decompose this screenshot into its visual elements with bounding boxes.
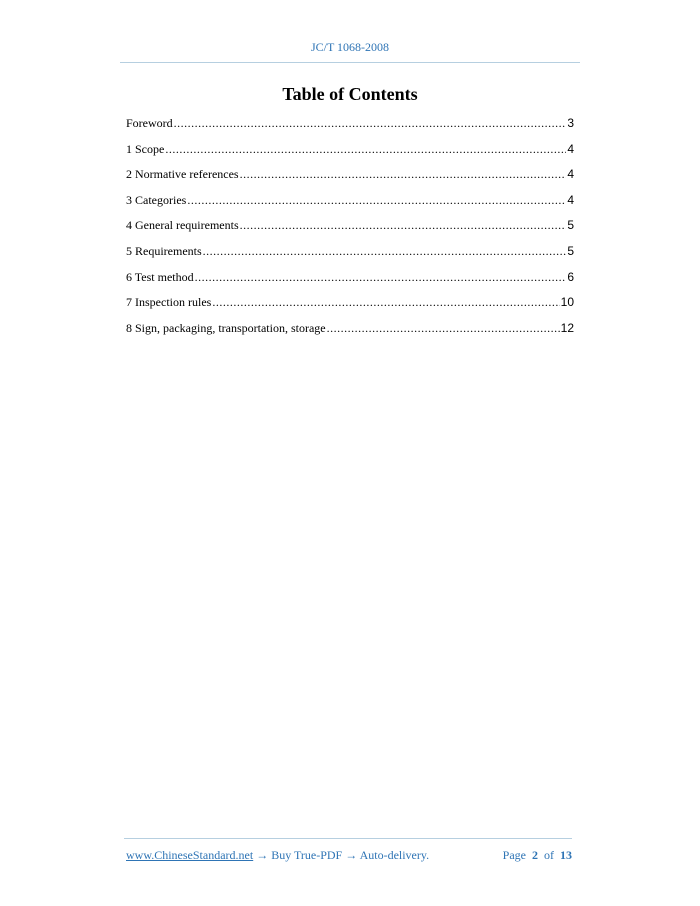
page-number bbox=[503, 848, 572, 863]
toc-title: Table of Contents bbox=[282, 84, 418, 104]
footer-tagline: → Buy True-PDF → Auto-delivery. bbox=[253, 848, 430, 862]
toc-entry-label: 8 Sign, packaging, transportation, storage bbox=[126, 320, 326, 335]
running-header: JC/T 1068-2008 bbox=[310, 40, 390, 54]
site-link[interactable]: www.ChineseStandard.net bbox=[126, 848, 254, 862]
toc-leader-dots bbox=[240, 167, 567, 182]
toc-entry-categories[interactable] bbox=[126, 193, 574, 219]
toc-entry-label: 4 General requirements bbox=[126, 218, 239, 233]
toc-leader-dots bbox=[195, 270, 567, 285]
toc-entry-general-requirements[interactable] bbox=[126, 218, 574, 244]
footer-divider bbox=[124, 838, 572, 839]
header-divider bbox=[120, 62, 580, 63]
page-of: of bbox=[544, 848, 554, 862]
page-total: 13 bbox=[560, 848, 572, 862]
toc-leader-dots bbox=[327, 321, 560, 336]
toc-entry-page: 4 bbox=[567, 192, 574, 207]
toc-entry-scope[interactable] bbox=[126, 142, 574, 168]
page-prefix: Page bbox=[502, 848, 526, 862]
toc-entry-label: 3 Categories bbox=[126, 192, 187, 207]
toc-list bbox=[126, 116, 574, 346]
toc-entry-label: 2 Normative references bbox=[126, 167, 239, 182]
toc-entry-normative-references[interactable] bbox=[126, 167, 574, 193]
toc-entry-label: Foreword bbox=[126, 116, 173, 130]
toc-entry-label: 7 Inspection rules bbox=[126, 295, 212, 310]
toc-leader-dots bbox=[240, 218, 567, 233]
toc-entry-page: 6 bbox=[567, 269, 574, 284]
toc-entry-page: 3 bbox=[567, 116, 574, 130]
toc-entry-requirements[interactable] bbox=[126, 244, 574, 270]
toc-entry-label: 5 Requirements bbox=[126, 243, 202, 258]
toc-leader-dots bbox=[174, 116, 567, 131]
page-footer bbox=[126, 848, 572, 863]
toc-entry-foreword[interactable] bbox=[126, 116, 574, 142]
toc-entry-page: 4 bbox=[567, 141, 574, 156]
toc-leader-dots bbox=[203, 244, 567, 259]
toc-entry-test-method[interactable] bbox=[126, 270, 574, 296]
toc-entry-page: 5 bbox=[567, 218, 574, 233]
toc-leader-dots bbox=[212, 295, 559, 310]
toc-entry-inspection-rules[interactable] bbox=[126, 295, 574, 321]
toc-entry-sign-packaging[interactable] bbox=[126, 321, 574, 347]
page-current: 2 bbox=[532, 848, 538, 862]
toc-entry-label: 6 Test method bbox=[126, 269, 194, 284]
toc-entry-label: 1 Scope bbox=[126, 141, 165, 156]
toc-leader-dots bbox=[187, 193, 566, 208]
toc-entry-page: 5 bbox=[567, 243, 574, 258]
toc-leader-dots bbox=[165, 142, 566, 157]
toc-entry-page: 10 bbox=[560, 295, 574, 310]
footer-left bbox=[126, 848, 429, 863]
toc-entry-page: 12 bbox=[560, 320, 574, 335]
toc-entry-page: 4 bbox=[567, 167, 574, 182]
